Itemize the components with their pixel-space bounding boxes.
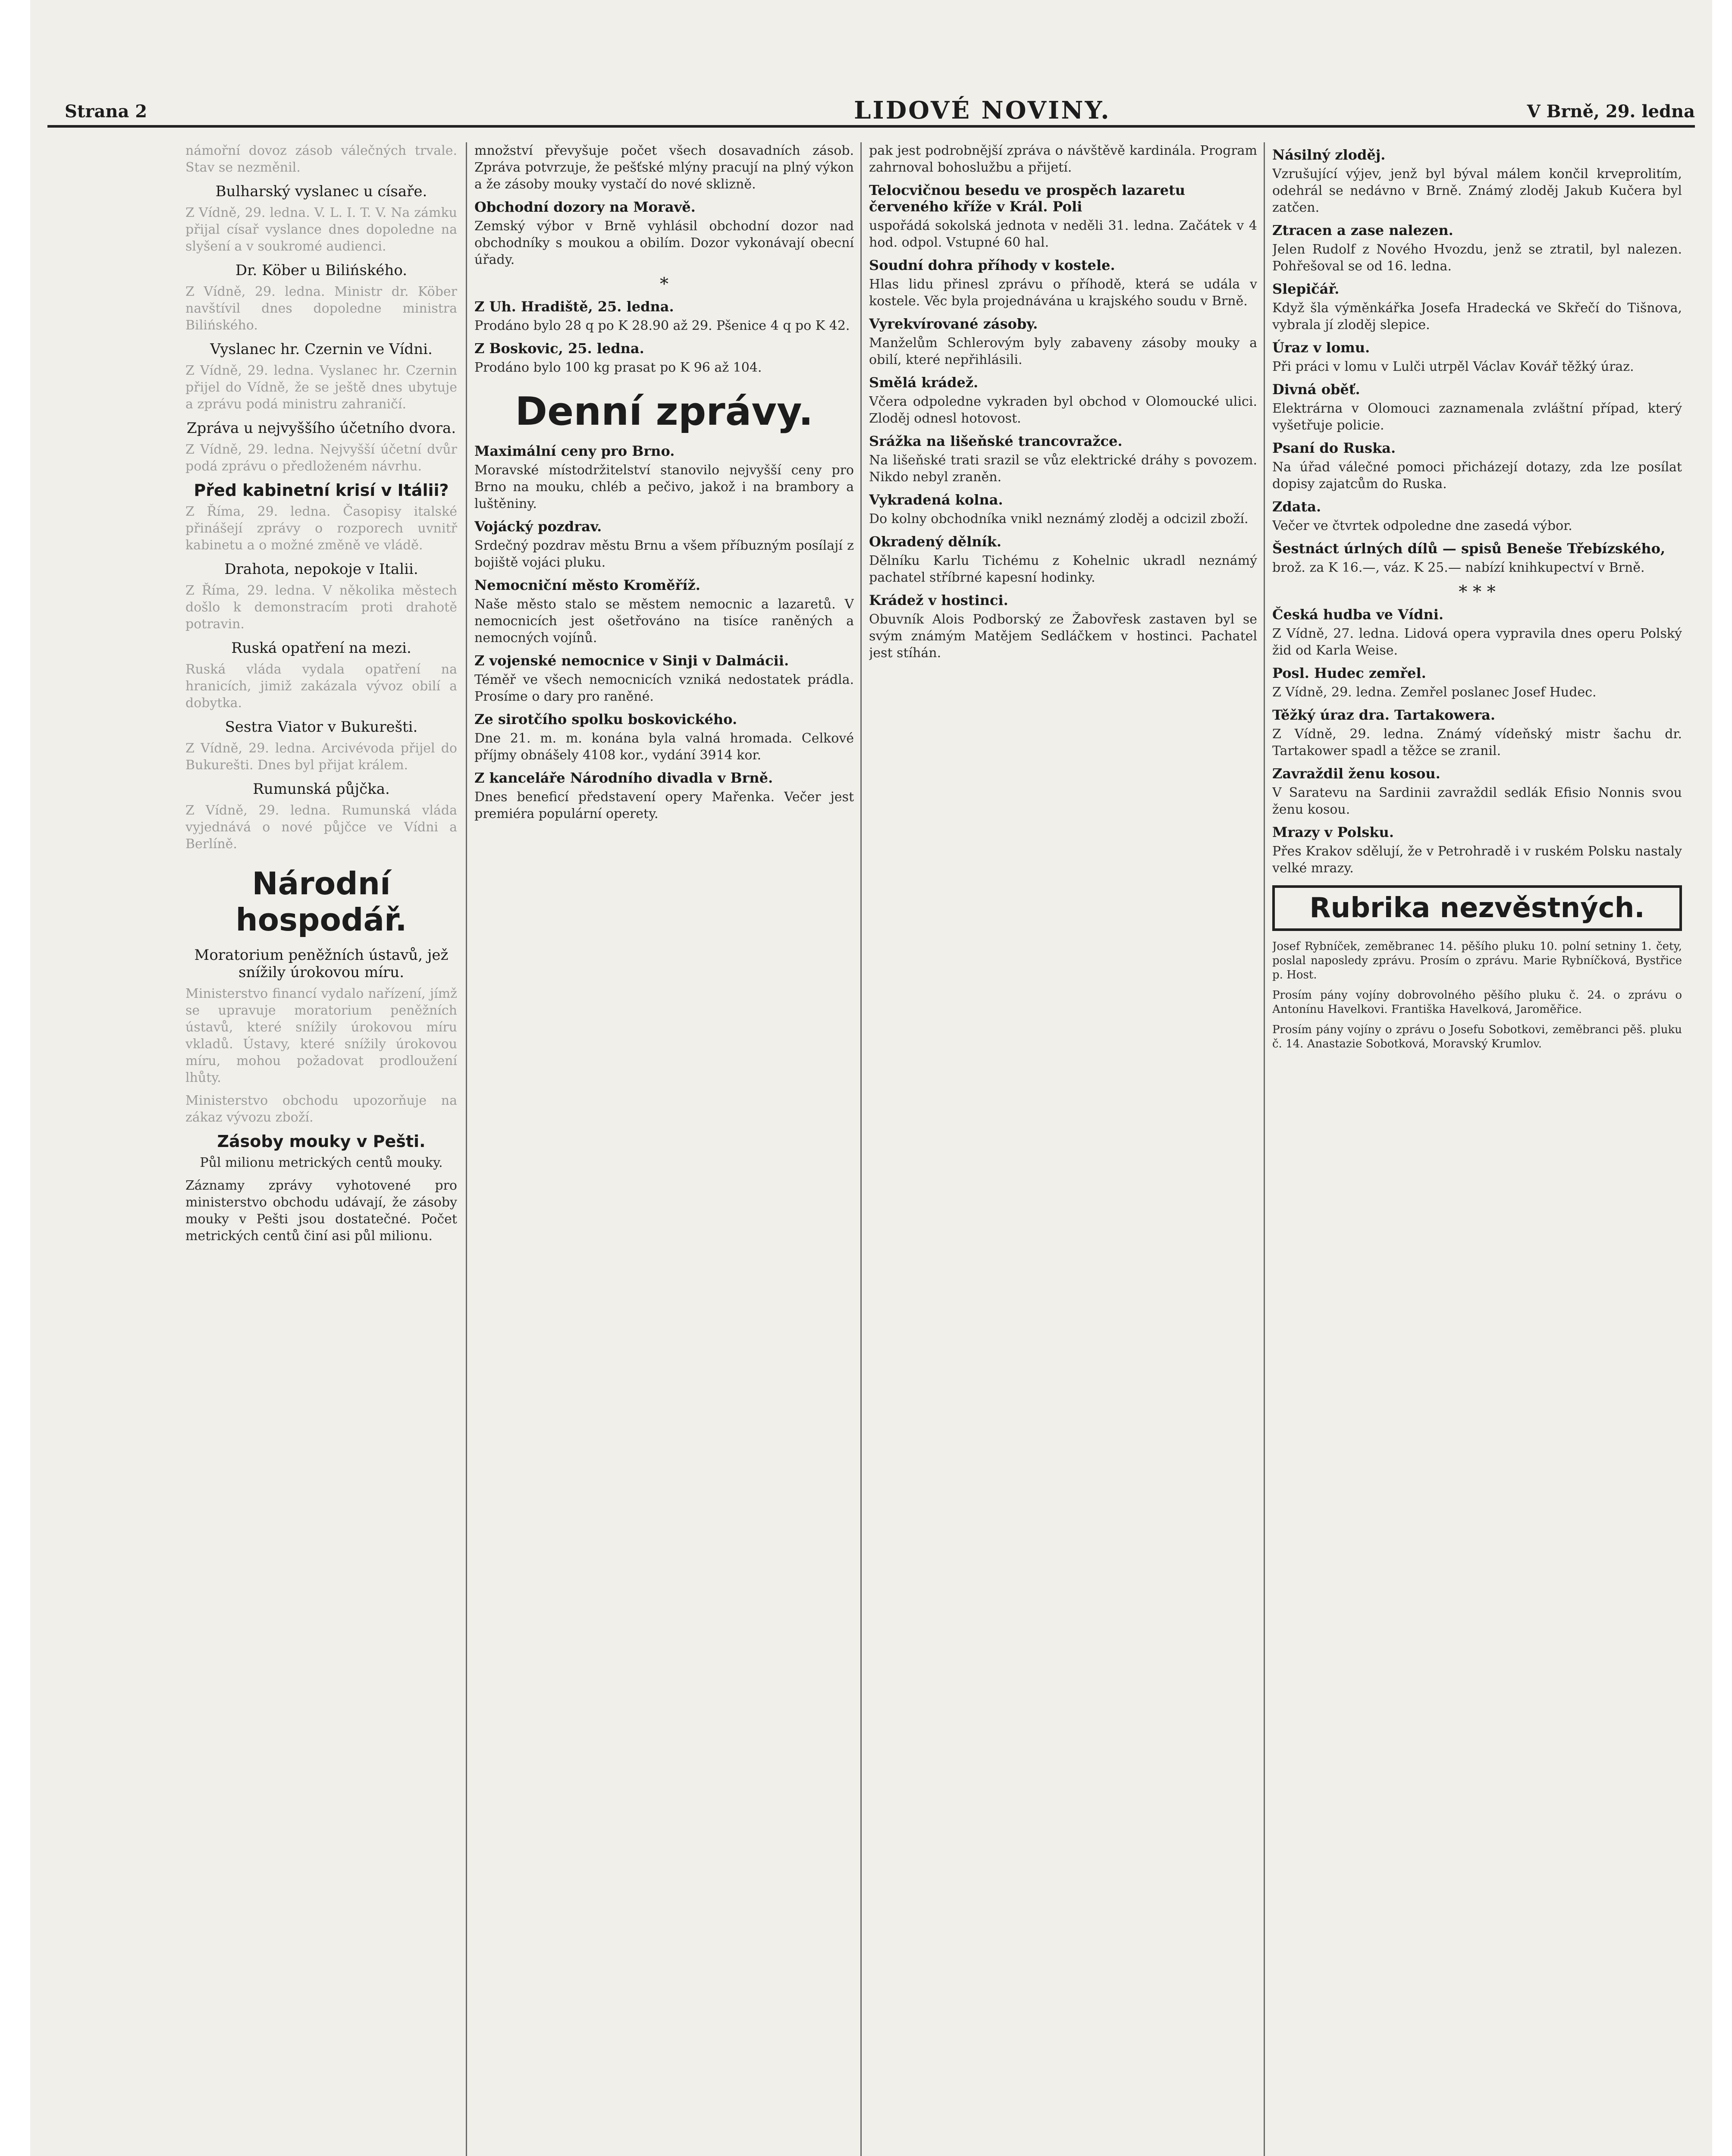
article-body: Manželům Schlerovým byly zabaveny zásoby mouky a obilí, které nepřihlásili. bbox=[869, 335, 1257, 367]
article-heading: Vojácký pozdrav. bbox=[474, 518, 602, 535]
article-body: Obuvník Alois Podborský ze Žabovřesk zastaven byl se svým známým Matějem Sedláčkem v hostinci. Pachatel jest stíhán. bbox=[869, 612, 1257, 661]
article-heading: Slepičář. bbox=[1272, 281, 1340, 297]
article-body: Naše město stalo se městem nemocnic a lazaretů. V nemocnicích jest ošetřováno na tisíce raněných a nemocných vojínů. bbox=[474, 597, 854, 646]
article-body: Při práci v lomu v Lulči utrpěl Václav Kovář těžký úraz. bbox=[1272, 359, 1634, 374]
place-date: V Brně, 29. ledna bbox=[1527, 101, 1695, 122]
article-body: uspořádá sokolská jednota v neděli 31. ledna. Začátek v 4 hod. odpol. Vstupné 60 hal. bbox=[869, 218, 1257, 250]
paper-name: LIDOVÉ NOVINY. bbox=[854, 96, 1111, 125]
page-label: Strana 2 bbox=[65, 101, 147, 122]
article-body: Srdečný pozdrav městu Brnu a všem příbuzným posílají z bojiště vojáci pluku. bbox=[474, 538, 854, 570]
article-body: Z Vídně, 29. ledna. V. L. I. T. V. Na zámku přijal císař vyslance dnes dopoledne na slyšení a v soukromé audienci. bbox=[185, 205, 457, 254]
article-body: Včera odpoledne vykraden byl obchod v Olomoucké ulici. Zloděj odnesl hotovost. bbox=[869, 394, 1257, 426]
article-body: Večer ve čtvrtek odpoledne dne zasedá výbor. bbox=[1272, 518, 1572, 533]
column-4 bbox=[1272, 142, 1682, 2156]
article-body: Z Říma, 29. ledna. Časopisy italské přinášejí zprávy o rozporech uvnitř kabinetu a o možné změně ve vládě. bbox=[185, 504, 457, 553]
section-heading-narodni-hospodar: Národní hospodář. bbox=[235, 865, 407, 938]
article-heading: Ruská opatření na mezi. bbox=[231, 639, 411, 657]
article-body: Moravské místodržitelství stanovilo nejvyšší ceny pro Brno na mouku, chléb a pečivo, jakož i na brambory a luštěniny. bbox=[474, 463, 854, 511]
article-body: Téměř ve všech nemocnicích vzniká nedostatek prádla. Prosíme o dary pro raněné. bbox=[474, 672, 854, 704]
article-body: Prodáno bylo 28 q po K 28.90 až 29. Pšenice 4 q po K 42. bbox=[474, 318, 850, 333]
missing-person-notice: Prosím pány vojíny o zprávu o Josefu Sobotkovi, zeměbranci pěš. pluku č. 14. Anastazie Sobotková, Moravský Krumlov. bbox=[1272, 1023, 1682, 1050]
article-heading: Česká hudba ve Vídni. bbox=[1272, 606, 1444, 623]
article-heading: Vyslanec hr. Czernin ve Vídni. bbox=[210, 341, 433, 358]
article-body: Z Říma, 29. ledna. V několika městech došlo k demonstracím proti drahotě potravin. bbox=[185, 583, 457, 632]
article-body: Z Vídně, 29. ledna. Rumunská vláda vyjednává o nové půjčce ve Vídni a Berlíně. bbox=[185, 803, 457, 852]
article-heading: Okradený dělník. bbox=[869, 533, 1001, 550]
column-2 bbox=[474, 142, 854, 2156]
article-body: Ministerstvo obchodu upozorňuje na zákaz vývozu zboží. bbox=[185, 1093, 457, 1125]
article-body: Z Vídně, 29. ledna. Arcivévoda přijel do Bukurešti. Dnes byl přijat králem. bbox=[185, 741, 457, 773]
article-heading: Ze sirotčího spolku boskovického. bbox=[474, 711, 737, 727]
article-heading: Vyrekvírované zásoby. bbox=[869, 316, 1038, 332]
article-body: Když šla výměnkářka Josefa Hradecká ve Skřečí do Tišnova, vybrala jí zloděj slepice. bbox=[1272, 301, 1682, 332]
section-heading-denni-zpravy: Denní zprávy. bbox=[515, 389, 813, 434]
article-subheading: Půl milionu metrických centů mouky. bbox=[200, 1155, 443, 1170]
article-body: Z Vídně, 29. ledna. Zemřel poslanec Josef Hudec. bbox=[1272, 685, 1597, 700]
article-heading: Psaní do Ruska. bbox=[1272, 440, 1396, 456]
column-1 bbox=[185, 142, 457, 2156]
article-heading: Maximální ceny pro Brno. bbox=[474, 443, 675, 459]
article-heading: Zavraždil ženu kosou. bbox=[1272, 765, 1440, 782]
article-body: Ministerstvo financí vydalo nařízení, jímž se upravuje moratorium peněžních ústavů, které snížily úrokovou míru vkladů. Ústavy, které snížily úrokovou míru, mohou požadovat prodloužení lhůty. bbox=[185, 986, 457, 1085]
article-body: pak jest podrobnější zpráva o návštěvě kardinála. Program zahrnoval bohoslužbu a přijetí. bbox=[869, 143, 1257, 175]
article-body: Ruská vláda vydala opatření na hranicích, jimiž zakázala vývoz obilí a dobytka. bbox=[185, 662, 457, 711]
article-body: Zemský výbor v Brně vyhlásil obchodní dozor nad obchodníky s moukou a obilím. Dozor vykonávají obecní úřady. bbox=[474, 219, 854, 267]
article-heading: Těžký úraz dra. Tartakowera. bbox=[1272, 707, 1496, 723]
article-body: Do kolny obchodníka vnikl neznámý zloděj a odcizil zboží. bbox=[869, 511, 1249, 526]
article-lead: námořní dovoz zásob válečných trvale. Stav se nezměnil. bbox=[185, 143, 457, 175]
article-heading: Divná oběť. bbox=[1272, 381, 1360, 398]
section-heading-rubrika-nezvestnych: Rubrika nezvěstných. bbox=[1272, 885, 1682, 931]
separator-stars: * * * bbox=[1459, 582, 1496, 602]
article-body: Z Vídně, 29. ledna. Ministr dr. Köber navštívil dnes dopoledne ministra Bilińského. bbox=[185, 284, 457, 333]
article-heading: Rumunská půjčka. bbox=[253, 780, 390, 798]
article-heading: Obchodní dozory na Moravě. bbox=[474, 199, 696, 215]
article-body: Z Vídně, 27. ledna. Lidová opera vypravila dnes operu Polský žid od Karla Weise. bbox=[1272, 626, 1682, 658]
column-3 bbox=[869, 142, 1257, 2156]
article-heading: Z Boskovic, 25. ledna. bbox=[474, 340, 644, 357]
column-separator bbox=[1264, 142, 1265, 2156]
scan-margin bbox=[0, 0, 30, 2156]
article-body: V Saratevu na Sardinii zavraždil sedlák Efisio Nonnis svou ženu kosou. bbox=[1272, 785, 1682, 817]
article-heading: Zpráva u nejvyššího účetního dvora. bbox=[186, 420, 456, 437]
article-body: Vzrušující výjev, jenž byl býval málem končil krveprolitím, odehrál se nedávno v Brně. Známý zloděj Jakub Kučera byl zatčen. bbox=[1272, 166, 1682, 215]
article-body: Z Vídně, 29. ledna. Vyslanec hr. Czernin přijel do Vídně, že se ještě dnes ubytuje a zprávu podá ministru zahraničí. bbox=[185, 363, 457, 412]
article-body: Elektrárna v Olomouci zaznamenala zvláštní případ, který vyšetřuje policie. bbox=[1272, 401, 1682, 433]
article-heading: Srážka na lišeňské trancovražce. bbox=[869, 433, 1123, 449]
article-heading: Z vojenské nemocnice v Sinji v Dalmácii. bbox=[474, 652, 789, 669]
article-body: Hlas lidu přinesl zprávu o příhodě, která se udála v kostele. Věc byla projednávána u krajského soudu v Brně. bbox=[869, 277, 1257, 309]
masthead bbox=[39, 88, 1712, 140]
article-heading: Posl. Hudec zemřel. bbox=[1272, 665, 1426, 681]
column-separator bbox=[860, 142, 862, 2156]
article-heading: Sestra Viator v Bukurešti. bbox=[225, 718, 418, 736]
article-heading: Nemocniční město Kroměříž. bbox=[474, 577, 700, 593]
article-body: Z Vídně, 29. ledna. Známý vídeňský mistr šachu dr. Tartakower spadl a těžce se zranil. bbox=[1272, 727, 1682, 758]
article-heading: Telocvičnou besedu ve prospěch lazaretu červeného kříže v Král. Poli bbox=[869, 182, 1185, 215]
article-heading: Zásoby mouky v Pešti. bbox=[217, 1132, 426, 1151]
article-body: Záznamy zprávy vyhotovené pro ministerstvo obchodu udávají, že zásoby mouky v Pešti jsou dostatečné. Počet metrických centů činí asi půl milionu. bbox=[185, 1178, 457, 1244]
article-heading: Krádež v hostinci. bbox=[869, 592, 1008, 608]
article-heading: Moratorium peněžních ústavů, jež snížily úrokovou míru. bbox=[194, 946, 449, 981]
article-body: Na úřad válečné pomoci přicházejí dotazy, zda lze posílat dopisy zajatcům do Ruska. bbox=[1272, 460, 1682, 492]
article-heading: Mrazy v Polsku. bbox=[1272, 824, 1394, 840]
article-heading: Z kanceláře Národního divadla v Brně. bbox=[474, 770, 773, 786]
article-heading: Soudní dohra příhody v kostele. bbox=[869, 257, 1115, 273]
article-body: Na lišeňské trati srazil se vůz elektrické dráhy s povozem. Nikdo nebyl zraněn. bbox=[869, 453, 1257, 485]
article-heading: Násilný zloděj. bbox=[1272, 147, 1386, 163]
article-heading: Šestnáct úrlných dílů — spisů Beneše Třebízského, bbox=[1272, 540, 1666, 557]
article-body: Dne 21. m. m. konána byla valná hromada. Celkové příjmy obnášely 4108 kor., vydání 3914 kor. bbox=[474, 731, 854, 763]
article-body: Dnes beneficí představení opery Mařenka. Večer jest premiéra populární operety. bbox=[474, 790, 854, 821]
missing-persons-list bbox=[1272, 940, 1682, 1051]
column-separator bbox=[466, 142, 467, 2156]
article-heading: Dr. Köber u Bilińského. bbox=[235, 262, 408, 279]
article-body: Jelen Rudolf z Nového Hvozdu, jenž se ztratil, byl nalezen. Pohřešoval se od 16. ledna. bbox=[1272, 242, 1682, 274]
missing-person-notice: Josef Rybníček, zeměbranec 14. pěšího pluku 10. polní setniny 1. čety, poslal naposledy zprávu. Prosím o zprávu. Marie Rybníčková, Bystřice p. Host. bbox=[1272, 940, 1682, 981]
article-heading: Zdata. bbox=[1272, 498, 1321, 515]
article-heading: Vykradená kolna. bbox=[869, 492, 1003, 508]
article-body: množství převyšuje počet všech dosavadních zásob. Zpráva potvrzuje, že pešťské mlýny pracují na plný výkon a že zásoby mouky vystačí do nové sklizně. bbox=[474, 143, 854, 192]
article-heading: Úraz v lomu. bbox=[1272, 339, 1370, 356]
article-heading: Před kabinetní krisí v Itálii? bbox=[194, 481, 449, 500]
missing-person-notice: Prosím pány vojíny dobrovolného pěšího pluku č. 24. o zprávu o Antonínu Havelkovi. Františka Havelková, Jaroměřice. bbox=[1272, 989, 1682, 1016]
article-body: brož. za K 16.—, váz. K 25.— nabízí knihkupectví v Brně. bbox=[1272, 560, 1645, 575]
article-body: Prodáno bylo 100 kg prasat po K 96 až 104. bbox=[474, 360, 762, 375]
article-body: Dělníku Karlu Tichému z Kohelnic ukradl neznámý pachatel stříbrné kapesní hodinky. bbox=[869, 553, 1257, 585]
separator-star: * bbox=[660, 274, 668, 294]
masthead-rule bbox=[47, 125, 1695, 128]
article-body: Z Vídně, 29. ledna. Nejvyšší účetní dvůr podá zprávu o předloženém návrhu. bbox=[185, 442, 457, 474]
article-body: Přes Krakov sdělují, že v Petrohradě i v ruském Polsku nastaly velké mrazy. bbox=[1272, 844, 1682, 876]
article-heading: Drahota, nepokoje v Italii. bbox=[224, 561, 418, 578]
article-heading: Smělá krádež. bbox=[869, 374, 979, 391]
article-heading: Z Uh. Hradiště, 25. ledna. bbox=[474, 298, 674, 315]
article-heading: Ztracen a zase nalezen. bbox=[1272, 222, 1453, 238]
article-heading: Bulharský vyslanec u císaře. bbox=[215, 183, 427, 200]
